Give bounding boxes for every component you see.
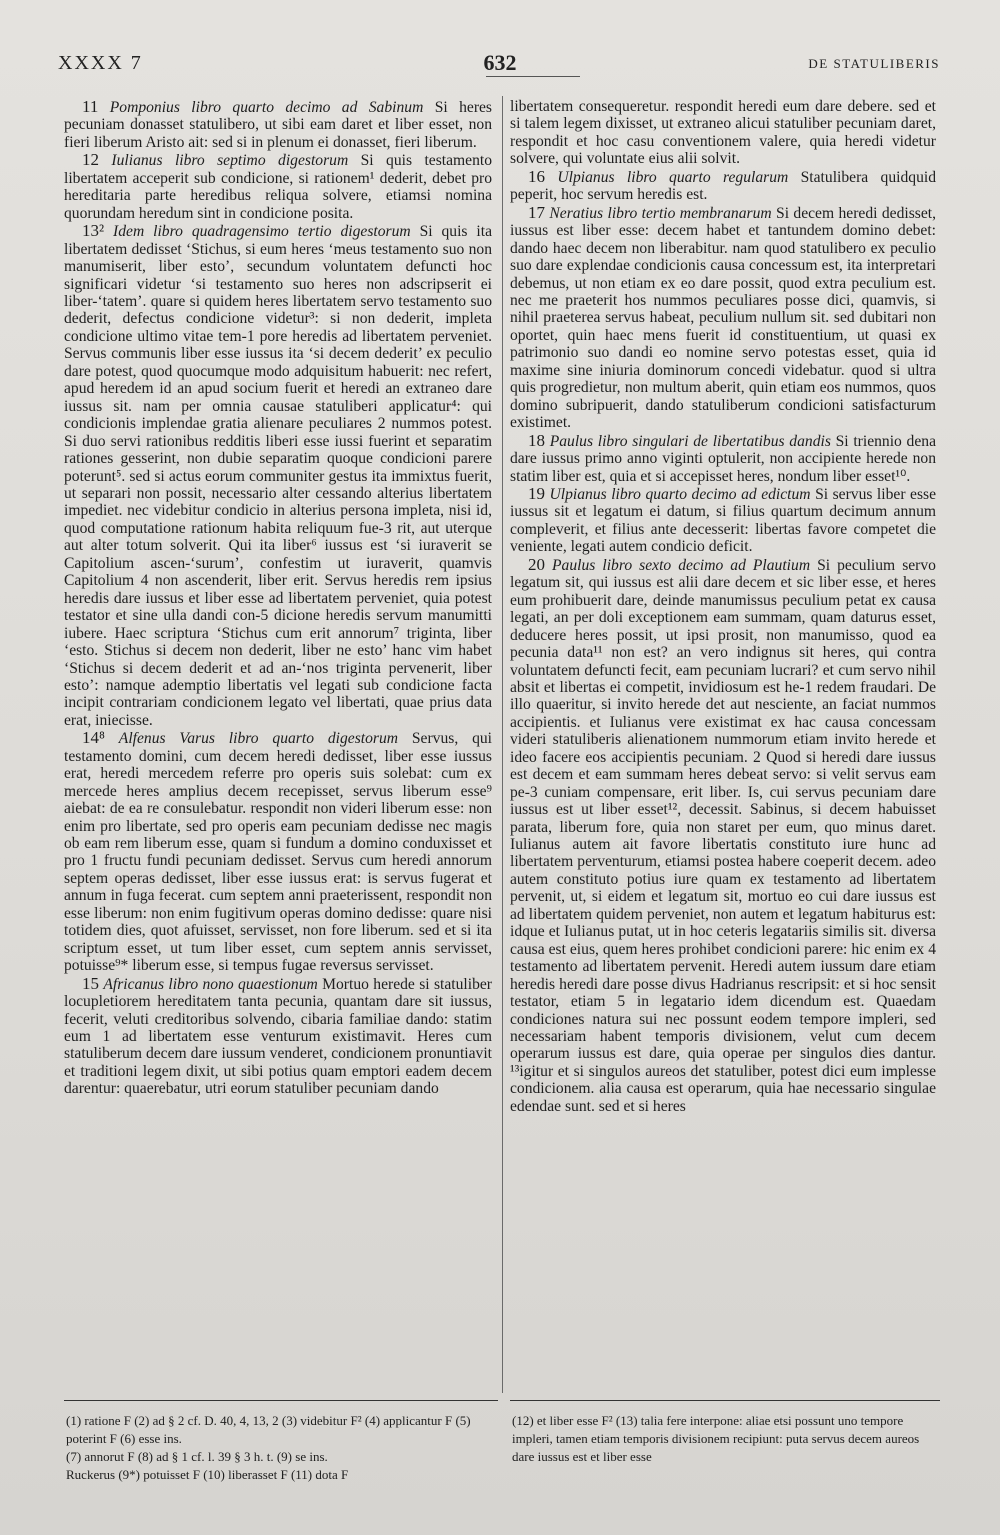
fragment-inscription: Ulpianus libro quarto decimo ad edictum (549, 485, 811, 503)
footnotes-left (66, 1412, 494, 1484)
fragment (64, 975, 492, 1098)
page-number: 632 (483, 50, 517, 75)
fragment-number: 13² (82, 221, 105, 241)
running-head-left: XXXX 7 (58, 52, 143, 74)
fragment-text: Si quis ita libertatem dedisset ‘Stichus, si eum heres ‘meus testamento suo non manumiserit, liber esto’, secundum voluntatem defuncti hoc significari videtur ‘si testamento suo heres non adscripserit ei liber-‘tatem’. quare si quidem heres libertatem servo testamento suo dederit, defectus condicione videtur³: si non dederit, impleta condicione ultimo vitae tem-1 pore heredis ad libertatem perveniet. Servus communis liber esse iussus ita ‘si decem dederit’ ex peculio dare potest, quod quocumque modo adquisitum habuerit: nec refert, apud heredem id an apud socium fuerit et heredi an extraneo dare iussus sit. nam per omnia causae statuliberi applicatur⁴: qui condicionis implendae gratia alienare peculiares 2 nummos potest. Si duo servi rationibus redditis liberi esse iussi fuerint et separatim rationes gesserint, non dubie separatim quoque condicioni parere poterunt⁵. sed si actus eorum communiter gestus ita immixtus fuerit, ut separari non possit, necessario alter cessando alterius libertatem impediet. nec videbitur condicio in alterius persona impleta, nisi id, quod computatione rationum habita reliquum fue-3 rit, aut uterque aut alter totum solverit. Qui ita liber⁶ iussus est ‘si iuraverit se Capitolium ascen-‘surum’, confestim ut iuraverit, quamvis Capitolium 4 non ascenderit, liber erit. Servus heredis rem ipsius heredis dare iussus et liber esse ad libertatem perveniet, quia potest testator et sine ulla dandi con-5 dicione heredis servum manumitti iubere. Haec scriptura ‘Stichus cum erit annorum⁷ triginta, liber ‘esto. Stichus si decem non dederit, liber ne esto’ hanc vim habet ‘Stichus si decem dederit et ad an-‘nos triginta pervenerit, liber esto’: namque ademptio libertatis vel legati sub condicione facta incipit contrariam condicionem legato vel libertati, quae prius data erat, iniecisse. (64, 223, 493, 729)
fragment (64, 729, 492, 974)
footnote-line: (1) ratione F (2) ad § 2 cf. D. 40, 4, 13, 2 (3) videbitur F² (4) applicantur F (5) poterint F (6) esse ins. (66, 1413, 471, 1446)
right-column (510, 98, 936, 1115)
fragment-inscription: Africanus libro nono quaestionum (103, 975, 318, 993)
fragment-number: 17 (528, 202, 545, 222)
fragment-inscription: Neratius libro tertio membranarum (549, 204, 772, 222)
fragment-number: 15 (82, 973, 99, 993)
fragment-inscription: Paulus libro sexto decimo ad Plautium (552, 556, 811, 574)
column-divider (502, 96, 503, 1393)
fragment-text: Statulibera quidquid peperit, hoc servum heredis est. (510, 168, 936, 204)
fragment-number: 16 (528, 166, 545, 186)
fragment-text: Si peculium servo legatum sit, qui iussus est alii dare decem et sic liber esse, et heres eum prohibuerit dare, deinde manumissus peculium petat ex causa legati, an per doli exceptionem eam summam, quam daturus esset, deducere heres possit, ut ipsi prosit, non manumisso, quod ea pecunia data¹¹ non est? an vero indignus sit heres, qui contra voluntatem defuncti fecit, eam pecuniam lucrari? et cum servo nihil absit et libertas ei competit, invidiosum est he-1 redem fraudari. De illo quaeritur, si invito herede det aut nesciente, an faciat nummos accipientis. et Iulianus vere existimat ex hac causa concessam videri statuliberis alienationem nummorum etiam invito herede et ideo facere eos accipientis pecuniam. 2 Quod si heredi dare iussus est decem et eam summam heres debeat servo: si velit servus eam pe-3 cuniam compensare, erit liber. Is, cui servus pecuniam dare iussus est ut liber esset¹², decessit. Sabinus, si decem habuisset parata, liberum fore, quia non staret per eum, quo minus daret. Iulianus autem ait favore libertatis constituto iure hunc ad libertatem perventurum, etiamsi postea habere coeperit decem. adeo autem constituto potius iure quam ex testamento ad libertatem pervenit, ut, si eidem et legatum sit, mortuo eo cui dare iussus est ad libertatem quidem perveniet, non autem et legatum habiturus est: idque et Iulianus putat, ut in hoc ceteris legatariis similis sit. diversa causa est eius, quem heres prohibet condicioni parere: hic enim ex 4 testamento ad libertatem pervenit. Heredi autem iussum dare etiam heredis heredi dare posse divus Hadrianus rescripsit: et si hoc sensit testator, etiam 5 in legatario idem dicendum est. Quaedam condiciones natura sui nec possunt eodem tempore impleri, sed necessariam habent temporis divisionem, velut cum decem operarum iussus est dare, quia operae per singulos dies dantur. ¹³igitur et si singulos aureos det statuliber, potest dici eum implesse condicionem. alia causa est operarum, quia hae necessario singulae edendae sunt. sed et si heres (510, 556, 936, 1115)
fragment (510, 98, 936, 168)
fragment-number: 18 (528, 430, 545, 450)
fragment-text: Mortuo herede si statuliber locupletiorem hereditatem tanta pecunia, quantam dare sit iussus, fecerit, veluti creditoribus solvendo, cibaria familiae dando: statim eum 1 ad libertatem esse venturum existimavit. Heres cum statuliberum decem dare iussum venderet, condicionem pronuntiavit et traditioni legem dixit, ut sibi potius quam emptori eadem decem darentur: quaerebatur, utri eorum statuliber pecuniam dando (64, 975, 493, 1098)
fragment-number: 11 (82, 97, 99, 116)
footnote-line: (12) et liber esse F² (13) talia fere interpone: aliae etsi possunt uno tempore impleri, tamen etiam temporis divisionem recipiunt: puta servus decem aureos dare iussus est et liber esse (512, 1413, 920, 1464)
fragment-text: Si servus liber esse iussus sit et legatum ei datum, si filius quartum decimum annum compleverit, et filius ante decesserit: libertas favore competet die veniente, legati autem condicio deficit. (510, 485, 936, 556)
fragment (510, 204, 936, 432)
fragment-inscription: Paulus libro singulari de libertatibus dandis (549, 432, 831, 450)
fragment-inscription: Ulpianus libro quarto regularum (557, 168, 789, 186)
fragment-text: Si triennio dena dare iussus primo anno viginti optulerit, non accipiente herede non statim liber est, quia et si accepisset heres, nondum liber esset¹⁰. (510, 432, 936, 485)
fragment-number: 19 (528, 483, 545, 503)
footnote-line: Ruckerus (9*) potuisset F (10) liberasset F (11) dota F (66, 1467, 349, 1482)
running-head-right: DE STATULIBERIS (808, 56, 940, 71)
fragment-text: Si decem heredi dedisset, iussus est liber esse: decem habet et tantundem domino debet: dando haec decem non liberabitur. nam quod statulibero ex peculio suo dare explendae condicionis causa concessum est, ita interpretari debemus, ut non etiam ex eo dare possit, quod extra peculium est. nec me praeterit hos nummos peculiares posse dici, quamvis, si nihil praeterea servus habeat, peculium nullum sit. sed dubitari non oportet, quin haec mens fuerit id constituentium, ut quasi ex patrimonio suo dandi eo nomine servo potestas esset, quia id maxime sine iniuria dominorum concedi videbatur. quod si ultra quis progredietur, non multum aberit, quin etiam eos nummos, quos domino subripuerit, dando statuliberum condicioni satisfacturum existimet. (510, 204, 936, 432)
fragment-inscription: Iulianus libro septimo digestorum (111, 152, 349, 170)
fragment-inscription: Idem libro quadragensimo tertio digestorum (113, 223, 411, 241)
fragment-inscription: Pomponius libro quarto decimo ad Sabinum (109, 99, 424, 116)
fragment-text: Servus, qui testamento domini, cum decem heredi dedisset, liber esse iussus erat, heredi mercedem referre pro operis suis solebat: cum ex mercede heres amplius decem recepisset, servus liberum esse⁹ aiebat: de ea re consulebatur. respondit non videri liberum esse: non enim pro libertate, sed pro operis eam pecuniam dedisse nec magis ob eam rem liberum esse, quam si fundum a domino conduxisset et pro 1 fructu fundi pecuniam dedisset. Servus cum heredi annorum septem operas dedisset, liber esse iussus erat: is servus fugerat et annum in fuga fecerat. cum septem anni praeterissent, respondit non esse liberum: non enim fugitivum operas domino dedisse: quare nisi totidem dies, quot afuisset, servisset, non fore liberum. sed et si ita scriptum esset, ut tum liber esset, cum septem annis servisset, potuisse⁹* liberum esse, si tempus fugae reversus servisset. (64, 730, 492, 975)
fragment (510, 168, 936, 204)
fragment (510, 556, 936, 1116)
fragment-text: Si quis testamento libertatem acceperit sub condicione, si rationem¹ dederit, debet pro hereditaria parte heredibus reliqua solvere, etiamsi nomina quorundam heredum sint in condicione posita. (64, 152, 492, 222)
footnotes-right (512, 1412, 936, 1466)
fragment-number: 20 (528, 554, 545, 574)
fragment-text: libertatem consequeretur. respondit heredi eum dare debere. sed et si talem legem dixisset, ut extraneo alicui statuliber pecuniam daret, respondit et hoc casu conventionem valere, quia heredi videtur solvere, qui voluntate eius alii solvit. (510, 98, 936, 168)
fragment (64, 98, 492, 151)
fragment (510, 485, 936, 556)
fragment-inscription: Alfenus Varus libro quarto digestorum (118, 730, 399, 748)
fragment-text: Si heres pecuniam donasset statulibero, ut sibi eam daret et liber esset, non fieri liberum Aristo ait: sed si in plenum ei donasset, fieri liberum. (64, 99, 492, 151)
fragment-number: 14⁸ (82, 728, 105, 748)
fragment (64, 222, 492, 729)
fragment-number: 12 (82, 150, 99, 170)
fragment (64, 151, 492, 222)
footnote-rule-left (64, 1400, 498, 1401)
fragment (510, 432, 936, 485)
footnote-rule-right (510, 1400, 940, 1401)
page-number-rule (486, 76, 580, 77)
footnote-line: (7) annorut F (8) ad § 1 cf. l. 39 § 3 h. t. (9) se ins. (66, 1449, 328, 1464)
left-column (64, 98, 492, 1098)
